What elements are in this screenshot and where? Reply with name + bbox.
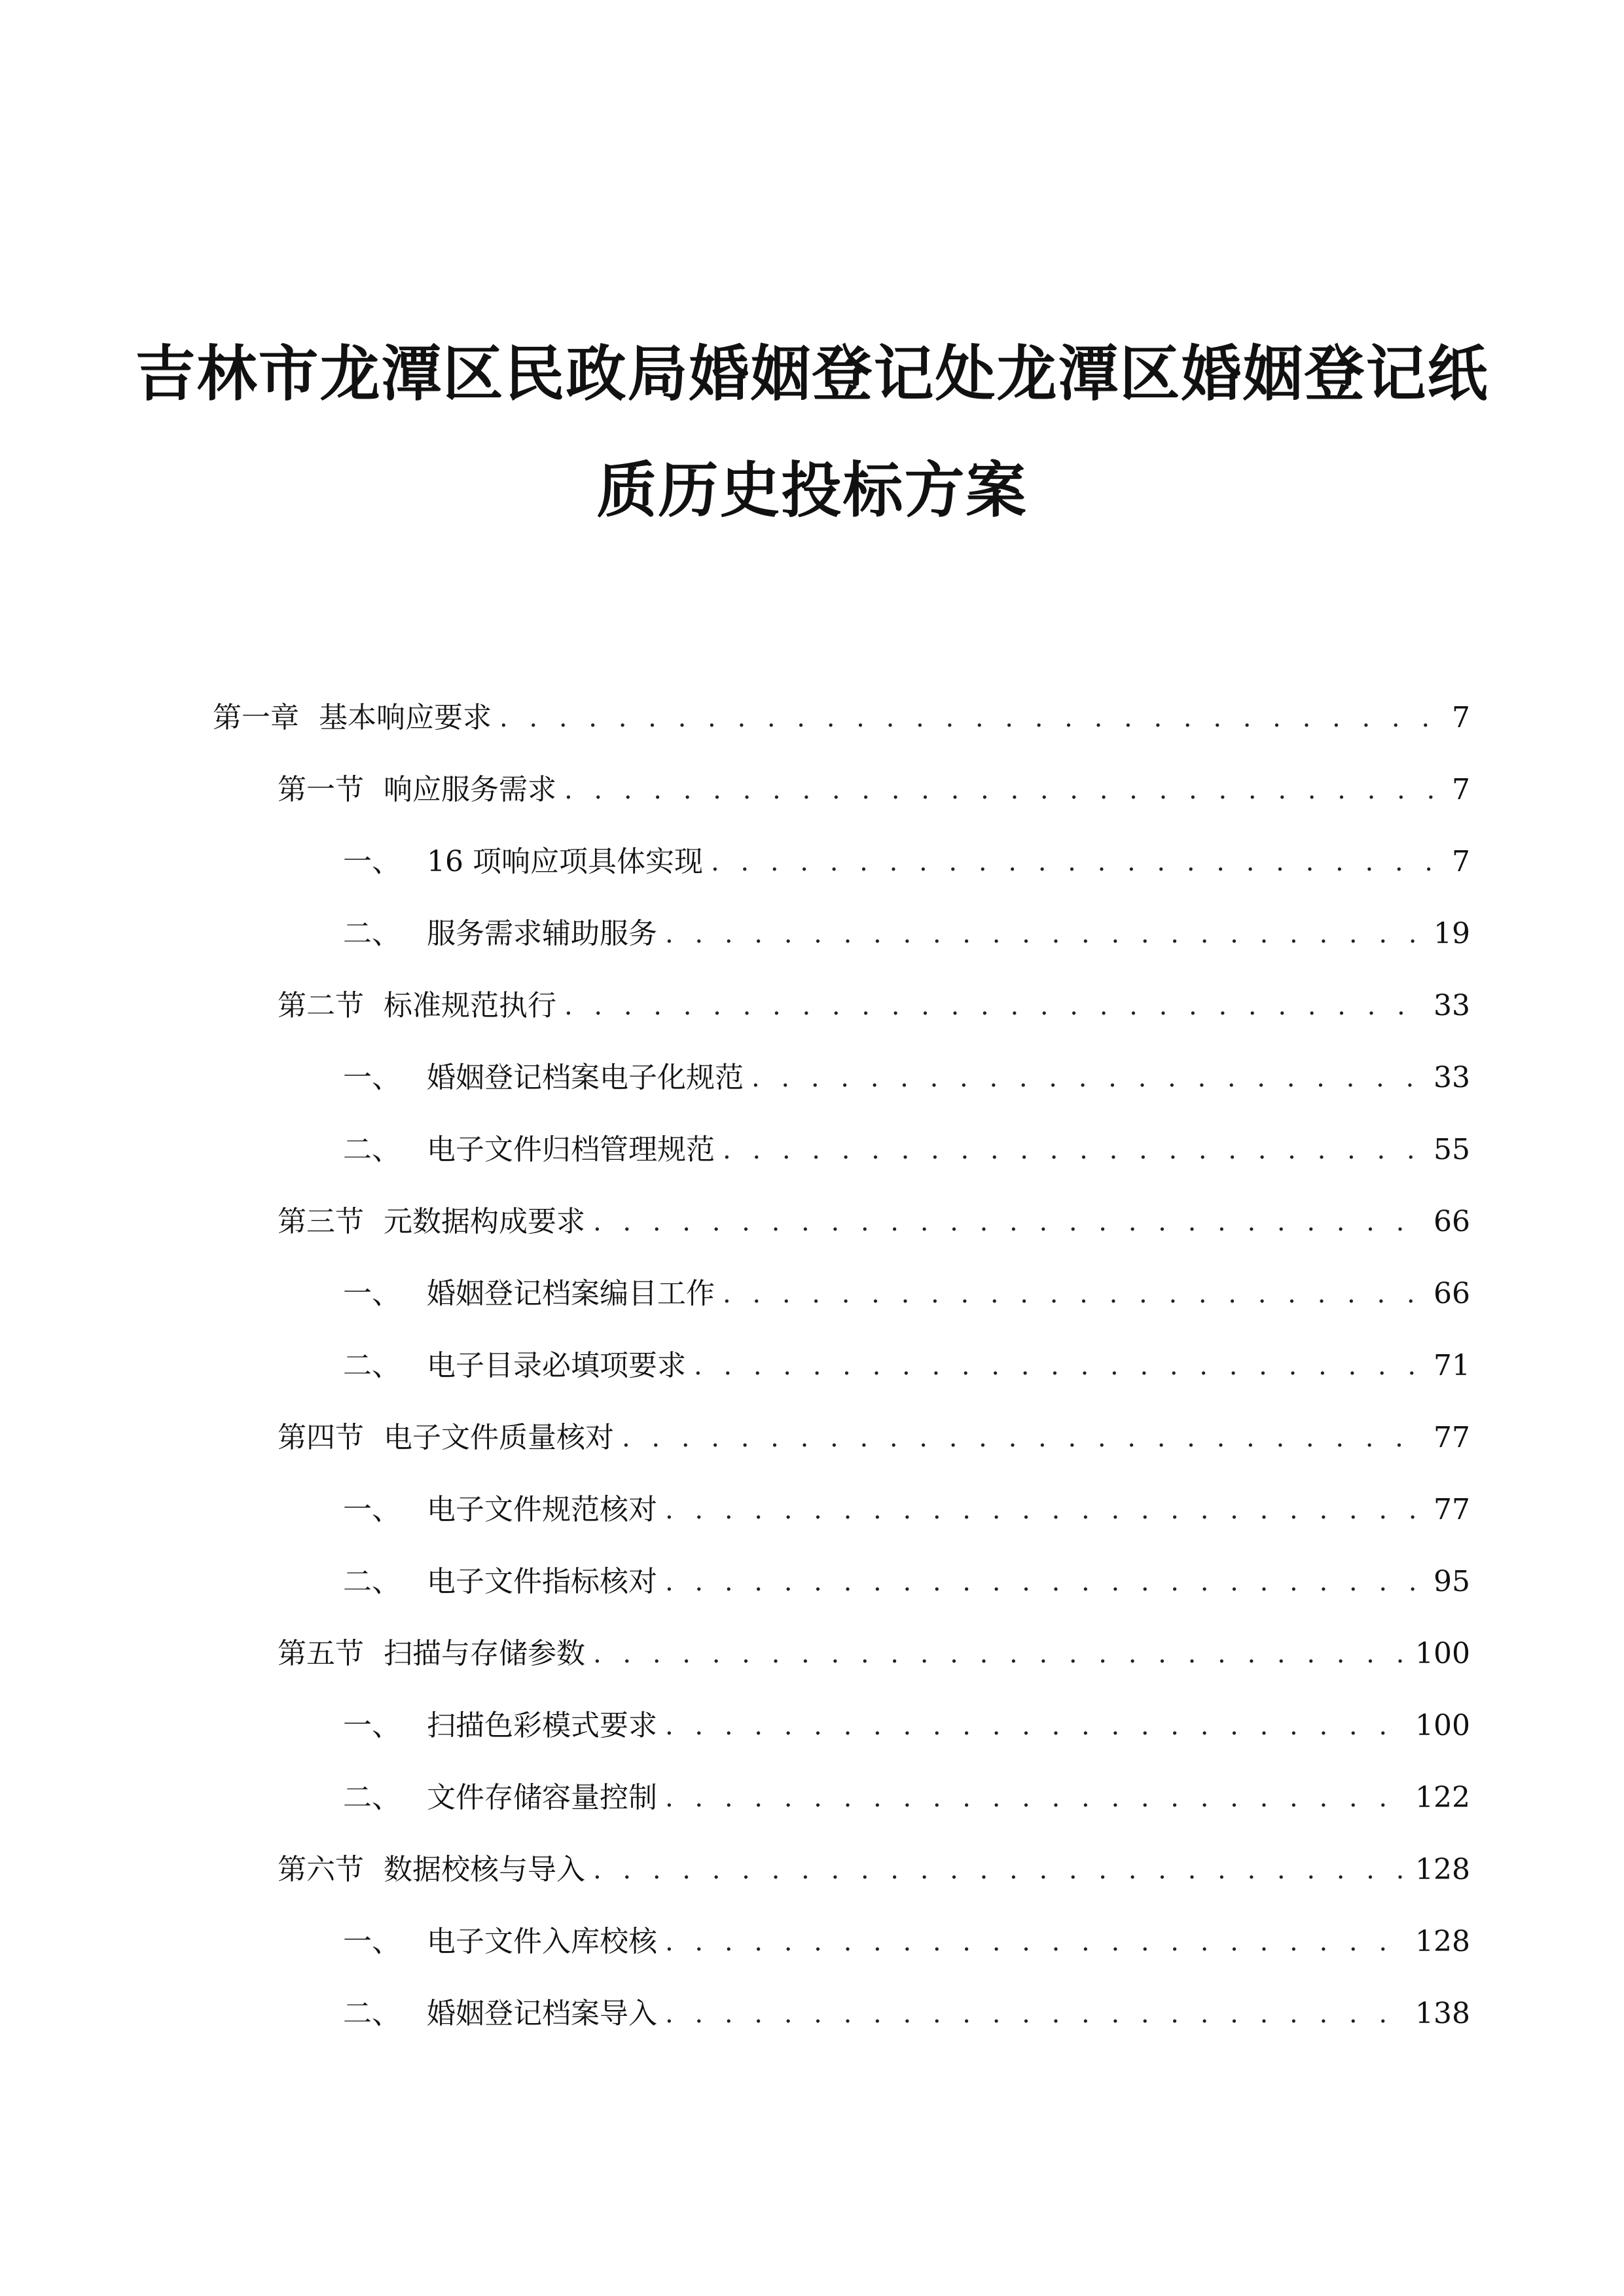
toc-dot-leader bbox=[665, 911, 1424, 957]
toc-entry[interactable] bbox=[343, 1991, 1470, 2037]
toc-entry[interactable] bbox=[343, 1559, 1470, 1605]
toc-entry-label bbox=[278, 983, 556, 1029]
toc-entry-number: 二、 bbox=[343, 1781, 401, 1814]
toc-dot-leader bbox=[593, 1847, 1406, 1893]
toc-entry-number: 一、 bbox=[343, 1925, 401, 1958]
toc-dot-leader bbox=[665, 1991, 1406, 2037]
toc-page-number: 66 bbox=[1434, 1205, 1470, 1238]
toc-page-number: 100 bbox=[1415, 1709, 1470, 1742]
toc-entry[interactable] bbox=[278, 1631, 1470, 1677]
toc-dot-leader bbox=[665, 1919, 1406, 1965]
toc-entry-label bbox=[278, 1415, 614, 1461]
toc-entry-number: 二、 bbox=[343, 917, 401, 950]
toc-entry-text: 扫描色彩模式要求 bbox=[427, 1709, 657, 1742]
toc-entry-text: 婚姻登记档案编目工作 bbox=[427, 1277, 715, 1310]
toc-entry-text: 响应服务需求 bbox=[384, 773, 556, 806]
toc-entry-number: 一、 bbox=[343, 1277, 401, 1310]
toc-entry-number: 二、 bbox=[343, 1997, 401, 2030]
toc-entry-label bbox=[278, 1847, 585, 1893]
toc-entry-text: 电子文件入库校核 bbox=[427, 1925, 657, 1958]
toc-entry-number: 第六节 bbox=[278, 1853, 364, 1886]
toc-entry-number: 第二节 bbox=[278, 989, 364, 1022]
toc-entry[interactable] bbox=[343, 1055, 1470, 1101]
toc-entry-text: 16 项响应项具体实现 bbox=[427, 845, 703, 878]
toc-page-number: 138 bbox=[1415, 1997, 1470, 2030]
toc-entry-text: 扫描与存储参数 bbox=[384, 1637, 585, 1670]
toc-page-number: 77 bbox=[1434, 1493, 1470, 1526]
toc-entry-text: 元数据构成要求 bbox=[384, 1205, 585, 1238]
toc-entry-label bbox=[343, 1055, 744, 1101]
toc-entry-number: 第一节 bbox=[278, 773, 364, 806]
toc-entry[interactable] bbox=[343, 911, 1470, 957]
toc-entry[interactable] bbox=[278, 1847, 1470, 1893]
toc-page-number: 71 bbox=[1434, 1349, 1470, 1382]
toc-entry-number: 一、 bbox=[343, 845, 401, 878]
toc-page-number: 122 bbox=[1415, 1781, 1470, 1814]
toc-dot-leader bbox=[723, 1127, 1424, 1173]
document-title-line-2: 质历史投标方案 bbox=[596, 455, 1028, 526]
toc-entry-text: 电子文件归档管理规范 bbox=[427, 1133, 715, 1166]
toc-page-number: 128 bbox=[1415, 1925, 1470, 1958]
toc-entry-label bbox=[213, 695, 492, 741]
toc-entry-text: 婚姻登记档案电子化规范 bbox=[427, 1061, 744, 1094]
toc-entry-text: 电子文件指标核对 bbox=[427, 1565, 657, 1598]
toc-entry[interactable] bbox=[278, 1199, 1470, 1245]
toc-entry[interactable] bbox=[343, 1271, 1470, 1317]
toc-entry[interactable] bbox=[343, 1703, 1470, 1749]
toc-page-number: 33 bbox=[1434, 989, 1470, 1022]
toc-entry-text: 服务需求辅助服务 bbox=[427, 917, 657, 950]
toc-entry[interactable] bbox=[343, 1487, 1470, 1533]
toc-dot-leader bbox=[622, 1415, 1424, 1461]
toc-entry-number: 第三节 bbox=[278, 1205, 364, 1238]
toc-dot-leader bbox=[665, 1775, 1406, 1821]
toc-page-number: 7 bbox=[1452, 773, 1470, 806]
toc-entry-label bbox=[343, 1775, 657, 1821]
toc-dot-leader bbox=[723, 1271, 1424, 1317]
toc-entry-text: 基本响应要求 bbox=[319, 701, 492, 734]
toc-entry[interactable] bbox=[278, 1415, 1470, 1461]
toc-dot-leader bbox=[499, 695, 1443, 741]
toc-page-number: 128 bbox=[1415, 1853, 1470, 1886]
toc-entry-number: 第一章 bbox=[213, 701, 299, 734]
toc-page-number: 19 bbox=[1434, 917, 1470, 950]
toc-page-number: 100 bbox=[1415, 1637, 1470, 1670]
toc-dot-leader bbox=[593, 1631, 1406, 1677]
toc-entry-number: 二、 bbox=[343, 1565, 401, 1598]
toc-entry-number: 第四节 bbox=[278, 1421, 364, 1454]
toc-entry-text: 电子文件质量核对 bbox=[384, 1421, 614, 1454]
toc-dot-leader bbox=[564, 767, 1443, 813]
toc-entry[interactable] bbox=[343, 1919, 1470, 1965]
toc-entry-label bbox=[343, 1991, 657, 2037]
toc-entry-text: 标准规范执行 bbox=[384, 989, 556, 1022]
toc-entry-label bbox=[343, 1559, 657, 1605]
toc-entry-label bbox=[278, 1199, 585, 1245]
toc-entry-number: 第五节 bbox=[278, 1637, 364, 1670]
toc-entry[interactable] bbox=[278, 983, 1470, 1029]
toc-page-number: 7 bbox=[1452, 701, 1470, 734]
toc-entry-text: 婚姻登记档案导入 bbox=[427, 1997, 657, 2030]
toc-entry-number: 一、 bbox=[343, 1709, 401, 1742]
toc-entry[interactable] bbox=[343, 839, 1470, 885]
toc-dot-leader bbox=[711, 839, 1443, 885]
toc-page-number: 77 bbox=[1434, 1421, 1470, 1454]
toc-entry[interactable] bbox=[343, 1775, 1470, 1821]
toc-entry[interactable] bbox=[278, 767, 1470, 813]
toc-entry-label bbox=[343, 1487, 657, 1533]
toc-entry-number: 二、 bbox=[343, 1349, 401, 1382]
toc-entry[interactable] bbox=[343, 1343, 1470, 1389]
toc-dot-leader bbox=[665, 1487, 1424, 1533]
toc-page-number: 66 bbox=[1434, 1277, 1470, 1310]
toc-entry-text: 数据校核与导入 bbox=[384, 1853, 585, 1886]
document-title-line-1: 吉林市龙潭区民政局婚姻登记处龙潭区婚姻登记纸 bbox=[135, 338, 1489, 409]
toc-entry[interactable] bbox=[343, 1127, 1470, 1173]
toc-entry[interactable] bbox=[213, 695, 1470, 741]
toc-entry-text: 文件存储容量控制 bbox=[427, 1781, 657, 1814]
toc-entry-number: 一、 bbox=[343, 1493, 401, 1526]
toc-dot-leader bbox=[564, 983, 1424, 1029]
toc-page-number: 95 bbox=[1434, 1565, 1470, 1598]
toc-entry-label bbox=[343, 839, 703, 885]
toc-dot-leader bbox=[665, 1703, 1406, 1749]
toc-entry-label bbox=[278, 767, 556, 813]
toc-entry-label bbox=[278, 1631, 585, 1677]
toc-entry-label bbox=[343, 1127, 715, 1173]
toc-dot-leader bbox=[751, 1055, 1424, 1101]
toc-entry-label bbox=[343, 1919, 657, 1965]
toc-page-number: 7 bbox=[1452, 845, 1470, 878]
toc-dot-leader bbox=[593, 1199, 1424, 1245]
toc-entry-number: 二、 bbox=[343, 1133, 401, 1166]
toc-dot-leader bbox=[694, 1343, 1424, 1389]
toc-entry-label bbox=[343, 911, 657, 957]
toc-entry-number: 一、 bbox=[343, 1061, 401, 1094]
toc-entry-label bbox=[343, 1703, 657, 1749]
toc-entry-text: 电子文件规范核对 bbox=[427, 1493, 657, 1526]
toc-entry-label bbox=[343, 1343, 686, 1389]
toc-dot-leader bbox=[665, 1559, 1424, 1605]
toc-page-number: 33 bbox=[1434, 1061, 1470, 1094]
toc-page-number: 55 bbox=[1434, 1133, 1470, 1166]
toc-entry-label bbox=[343, 1271, 715, 1317]
toc-entry-text: 电子目录必填项要求 bbox=[427, 1349, 686, 1382]
